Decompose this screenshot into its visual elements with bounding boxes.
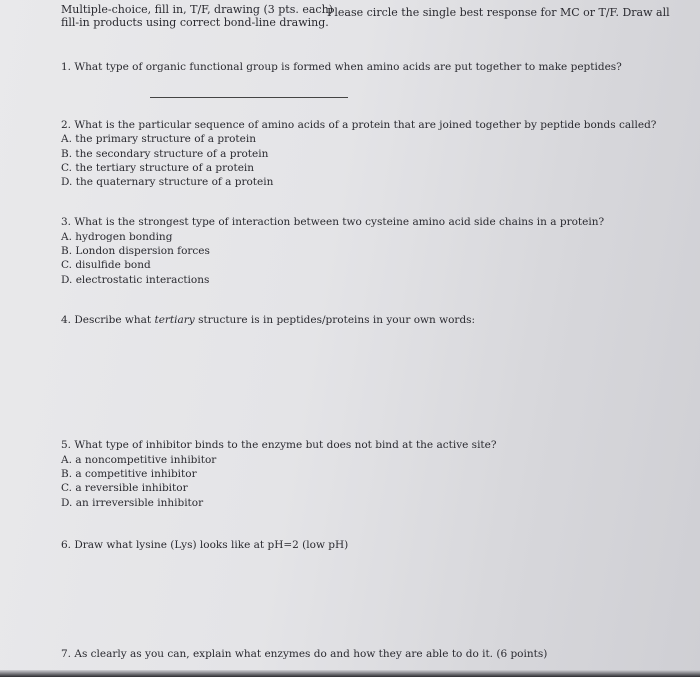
question-2: 2. What is the particular sequence of amino acids of a protein that are joined together by peptide bonds called? [61,119,657,131]
question-3-option-c[interactable]: C. disulfide bond [61,259,151,271]
question-2-option-a[interactable]: A. the primary structure of a protein [61,133,256,145]
question-2-option-d[interactable]: D. the quaternary structure of a protein [61,176,274,188]
question-5: 5. What type of inhibitor binds to the enzyme but does not bind at the active site? [61,439,497,451]
question-4-emphasis: tertiary [154,314,195,326]
question-5-option-c[interactable]: C. a reversible inhibitor [61,482,188,494]
header-points-note: Multiple-choice, fill in, T/F, drawing (3 pts. each) [61,3,333,16]
question-3: 3. What is the strongest type of interaction between two cysteine amino acid side chains in a protein? [61,216,605,228]
question-6: 6. Draw what lysine (Lys) looks like at pH=2 (low pH) [61,539,349,551]
question-4-suffix: structure is in peptides/proteins in your own words: [194,314,476,326]
photo-bottom-edge [0,670,700,677]
header-drawing-note: fill-in products using correct bond-line drawing. [61,16,329,29]
header-instruction: Please circle the single best response for MC or T/F. Draw all [327,6,670,19]
question-4 [61,314,475,327]
question-5-option-b[interactable]: B. a competitive inhibitor [61,468,197,480]
question-2-option-c[interactable]: C. the tertiary structure of a protein [61,162,255,174]
question-4-prefix: 4. Describe what [61,314,155,326]
question-3-option-a[interactable]: A. hydrogen bonding [61,231,173,243]
question-1-answer-blank[interactable] [150,97,348,98]
question-5-option-a[interactable]: A. a noncompetitive inhibitor [61,454,217,466]
question-3-option-b[interactable]: B. London dispersion forces [61,245,210,257]
question-2-option-b[interactable]: B. the secondary structure of a protein [61,148,269,160]
question-5-option-d[interactable]: D. an irreversible inhibitor [61,497,204,509]
question-3-option-d[interactable]: D. electrostatic interactions [61,274,210,286]
question-7: 7. As clearly as you can, explain what enzymes do and how they are able to do it. (6 points) [61,648,548,660]
question-1: 1. What type of organic functional group is formed when amino acids are put together to make peptides? [61,61,622,73]
